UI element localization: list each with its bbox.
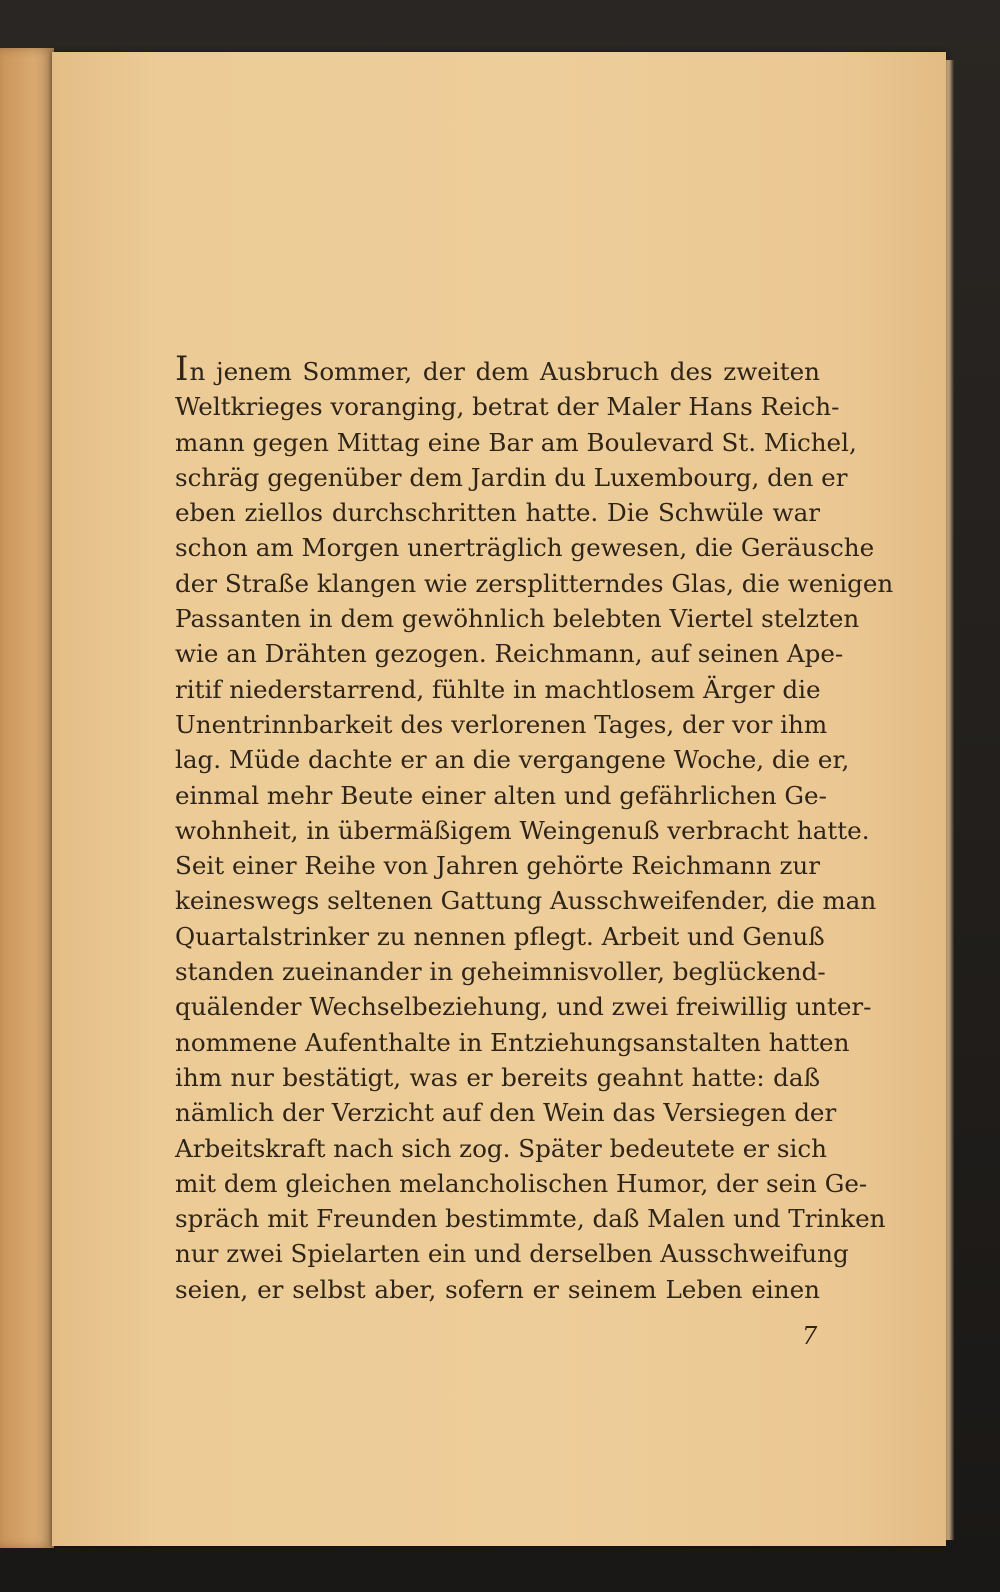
facing-page-edge bbox=[0, 48, 54, 1548]
text-line: mit dem gleichen melancholischen Humor, der sein Ge- bbox=[175, 1168, 868, 1198]
text-line: Passanten in dem gewöhnlich belebten Viertel stelzten bbox=[175, 604, 860, 634]
text-line: nämlich der Verzicht auf den Wein das Versiegen der bbox=[175, 1098, 837, 1128]
text-line: standen zueinander in geheimnisvoller, beglückend- bbox=[175, 957, 826, 987]
text-line: Arbeitskraft nach sich zog. Später bedeutete er sich bbox=[175, 1133, 827, 1163]
drop-initial: I bbox=[175, 349, 190, 389]
text-line: quälender Wechselbeziehung, und zwei freiwillig unter- bbox=[175, 992, 872, 1022]
text-line: schräg gegenüber dem Jardin du Luxembourg, den er bbox=[175, 462, 848, 492]
text-line: Seit einer Reihe von Jahren gehörte Reichmann zur bbox=[175, 851, 820, 881]
text-line: nur zwei Spielarten ein und derselben Ausschweifung bbox=[175, 1239, 849, 1269]
text-line: mann gegen Mittag eine Bar am Boulevard St. Michel, bbox=[175, 427, 857, 457]
page-number: 7 bbox=[802, 1322, 818, 1350]
text-line: der Straße klangen wie zersplitterndes Glas, die wenigen bbox=[175, 568, 894, 598]
text-line bbox=[175, 349, 820, 389]
text-line: seien, er selbst aber, sofern er seinem Leben einen bbox=[175, 1274, 820, 1304]
text-line: wie an Drähten gezogen. Reichmann, auf seinen Ape- bbox=[175, 639, 844, 669]
text-line: spräch mit Freunden bestimmte, daß Malen und Trinken bbox=[175, 1204, 886, 1234]
text-line: eben ziellos durchschritten hatte. Die Schwüle war bbox=[175, 498, 820, 528]
first-line-text: n jenem Sommer, der dem Ausbruch des zweiten bbox=[189, 357, 820, 386]
body-text bbox=[175, 349, 894, 1307]
text-line: Unentrinnbarkeit des verlorenen Tages, der vor ihm bbox=[175, 709, 828, 739]
text-line: einmal mehr Beute einer alten und gefährlichen Ge- bbox=[175, 780, 827, 810]
text-line: nommene Aufenthalte in Entziehungsanstalten hatten bbox=[175, 1027, 850, 1057]
text-line: keineswegs seltenen Gattung Ausschweifender, die man bbox=[175, 886, 877, 916]
text-line: Quartalstrinker zu nennen pflegt. Arbeit und Genuß bbox=[175, 921, 825, 951]
text-line: lag. Müde dachte er an die vergangene Woche, die er, bbox=[175, 745, 850, 775]
text-line: Weltkrieges voranging, betrat der Maler Hans Reich- bbox=[175, 392, 840, 422]
text-line: wohnheit, in übermäßigem Weingenuß verbracht hatte. bbox=[175, 815, 870, 845]
text-line: ihm nur bestätigt, was er bereits geahnt hatte: daß bbox=[175, 1062, 820, 1092]
text-line: ritif niederstarrend, fühlte in machtlosem Ärger die bbox=[175, 674, 821, 704]
text-line: schon am Morgen unerträglich gewesen, die Geräusche bbox=[175, 533, 875, 563]
